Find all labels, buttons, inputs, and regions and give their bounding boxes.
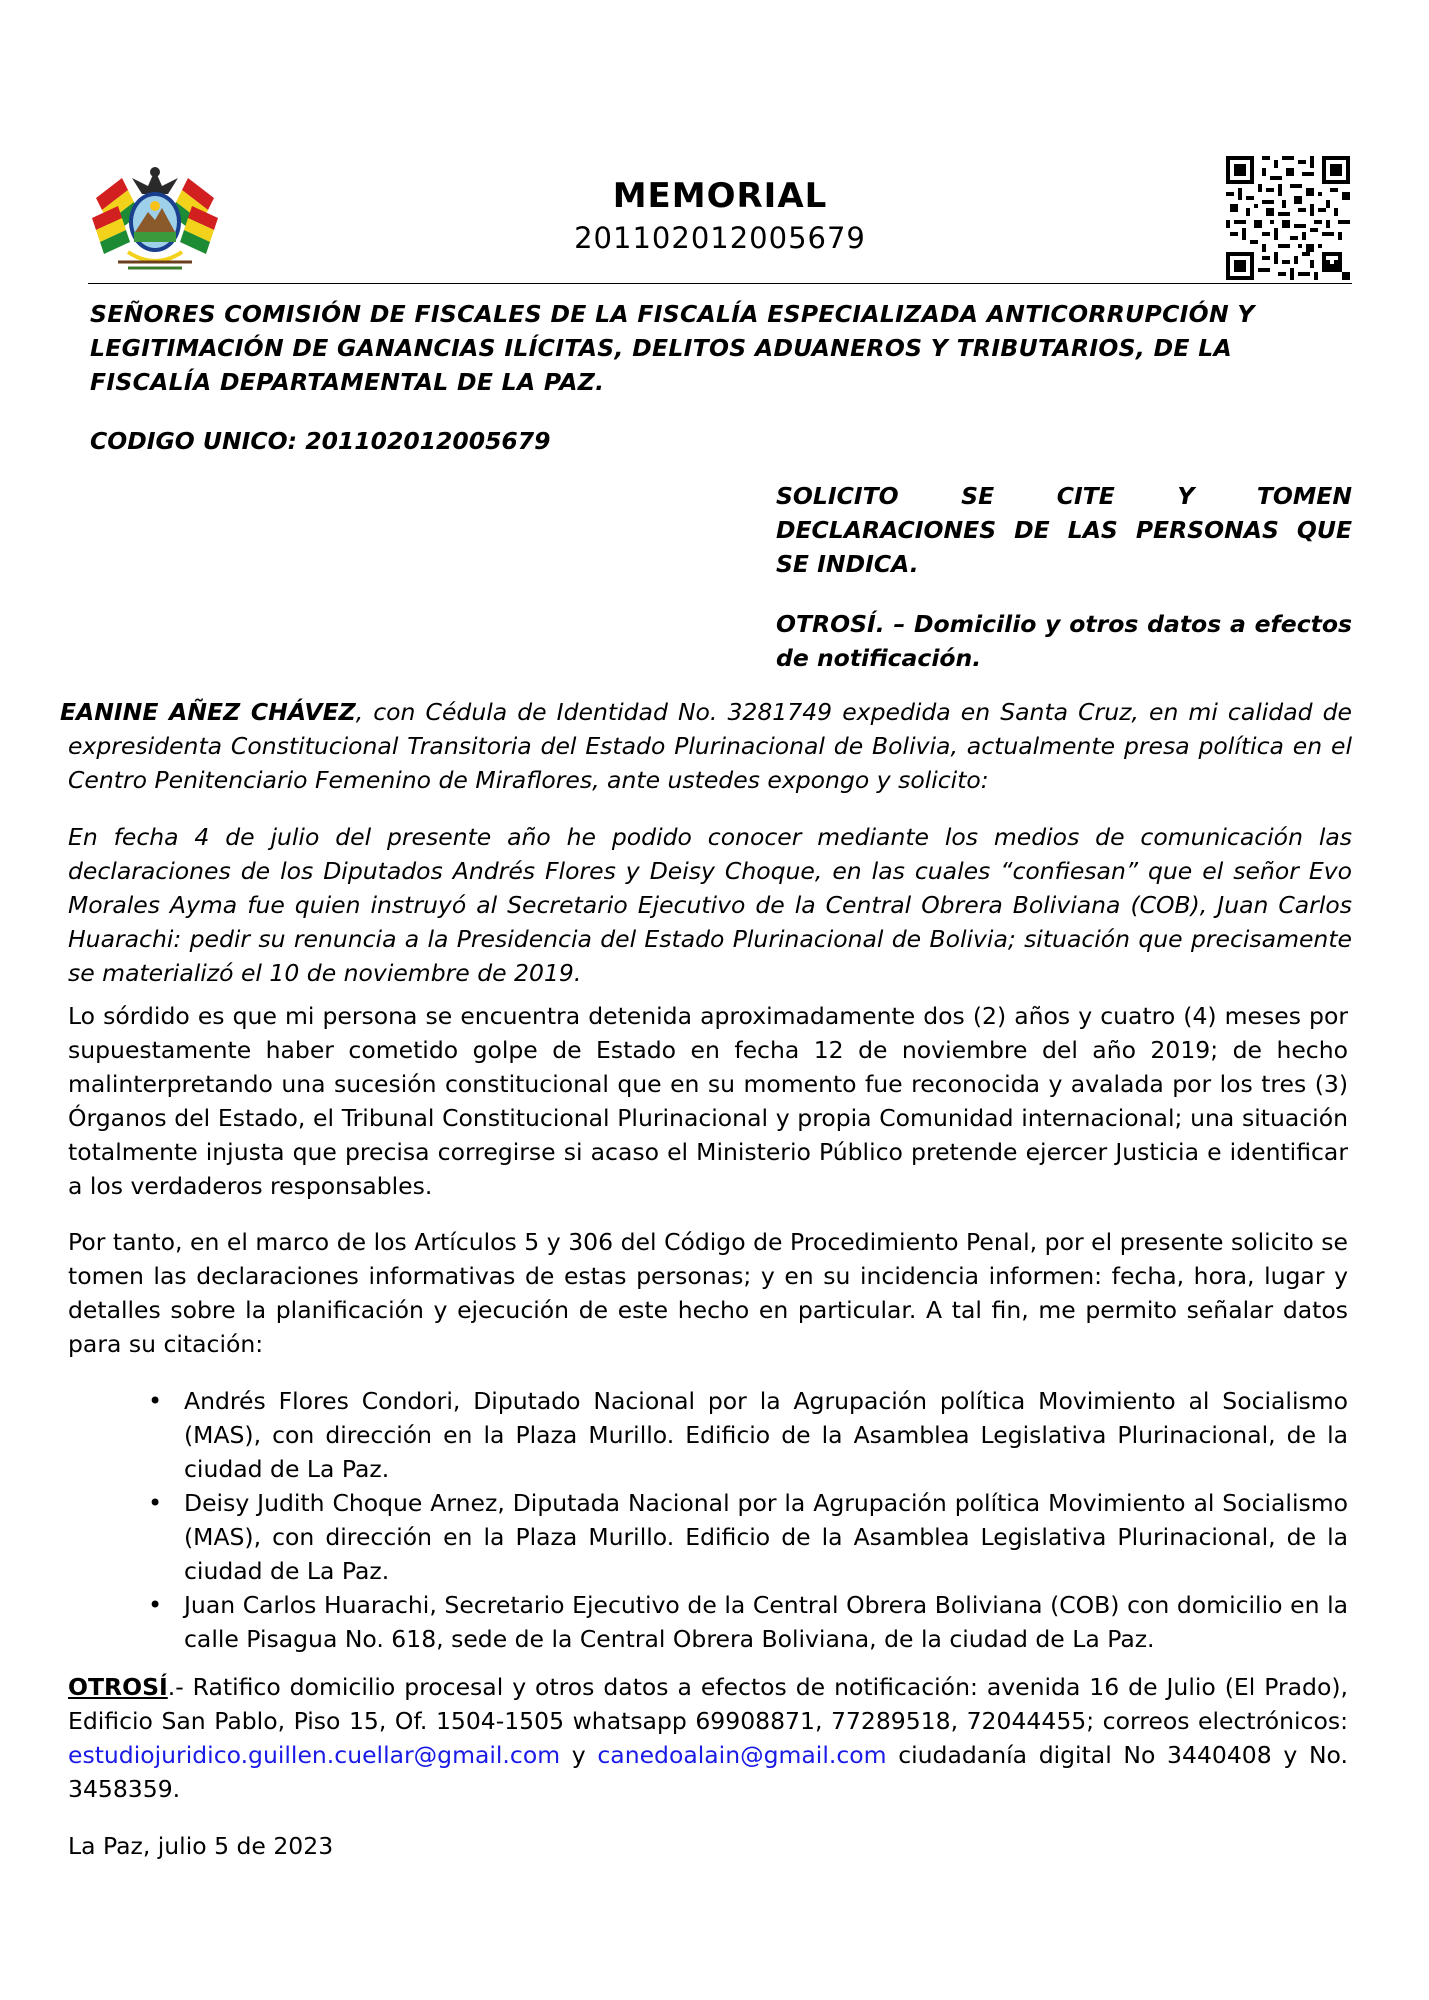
intro-paragraph — [60, 695, 1353, 797]
addressee-block: SEÑORES COMISIÓN DE FISCALES DE LA FISCALÍA ESPECIALIZADA ANTICORRUPCIÓN Y LEGITIMACIÓN DE GANANCIAS ILÍCITAS, DELITOS ADUANEROS Y TRIBUTARIOS, DE LA FISCALÍA DEPARTAMENTAL DE LA PAZ. — [90, 300, 1255, 396]
otrosi-label: OTROSÍ — [68, 1673, 168, 1701]
document-code: 201102012005679 — [574, 221, 866, 255]
paragraph-facts: En fecha 4 de julio del presente año he podido conocer mediante los medios de comunicación las declaraciones de los Diputados Andrés Flores y Deisy Choque, en las cuales “confiesan” que el señor Evo Morales Ayma fue quien instruyó al Secretario Ejecutivo de la Central Obrera Boliviana (COB), Juan Carlos Huarachi: pedir su renuncia a la Presidencia del Estado Plurinacional de Bolivia; situación que precisamente se materializó el 10 de noviembre de 2019. — [68, 823, 1352, 987]
intro-text: , con Cédula de Identidad No. 3281749 expedida en Santa Cruz, en mi calidad de expresidenta Constitucional Transitoria del Estado Plurinacional de Bolivia, actualmente presa política en el Centro Penitenciario Femenino de Miraflores, ante ustedes expongo y solicito: — [68, 698, 1353, 794]
paragraph-detention: Lo sórdido es que mi persona se encuentra detenida aproximadamente dos (2) años y cuatro (4) meses por supuestamente haber cometido golpe de Estado en fecha 12 de noviembre del año 2019; de hecho malinterpretando una sucesión constitucional que en su momento fue reconocida y avalada por los tres (3) Órganos del Estado, el Tribunal Constitucional Plurinacional y propia Comunidad internacional; una situación totalmente injusta que precisa corregirse si acaso el Ministerio Público pretende ejercer Justicia e identificar a los verdaderos responsables. — [68, 1002, 1348, 1200]
witness-list — [140, 1384, 1348, 1656]
sumilla-line2: DECLARACIONES DE LAS PERSONAS QUE SE INDICA. — [776, 516, 1352, 578]
email-link-1[interactable]: estudiojuridico.guillen.cuellar@gmail.com — [68, 1741, 561, 1769]
otrosi-and: y — [560, 1741, 598, 1769]
sumilla-line1: SOLICITO SE CITE Y TOMEN — [776, 482, 1352, 510]
paragraph-request: Por tanto, en el marco de los Artículos 5 y 306 del Código de Procedimiento Penal, por el presente solicito se tomen las declaraciones informativas de estas personas; y en su incidencia informen: fecha, hora, lugar y detalles sobre la planificación y ejecución de este hecho en particular. A tal fin, me permito señalar datos para su citación: — [68, 1228, 1348, 1358]
list-item: • Andrés Flores Condori, Diputado Nacional por la Agrupación política Movimiento al Socialismo (MAS), con dirección en la Plaza Murillo. Edificio de la Asamblea Legislativa Plurinacional, de la ciudad de La Paz. — [140, 1384, 1348, 1486]
list-item: • Deisy Judith Choque Arnez, Diputada Nacional por la Agrupación política Movimiento al Socialismo (MAS), con dirección en la Plaza Murillo. Edificio de la Asamblea Legislativa Plurinacional, de la ciudad de La Paz. — [140, 1486, 1348, 1588]
email-link-2[interactable]: canedoalain@gmail.com — [597, 1741, 887, 1769]
sumilla-otrosi: OTROSÍ. – Domicilio y otros datos a efectos de notificación. — [776, 610, 1352, 672]
bolivia-coat-of-arms-icon — [88, 158, 222, 276]
otrosi-text2: ciudadanía digital No 3440408 y No. 3458359. — [68, 1741, 1348, 1803]
list-item: • Juan Carlos Huarachi, Secretario Ejecutivo de la Central Obrera Boliviana (COB) con domicilio en la calle Pisagua No. 618, sede de la Central Obrera Boliviana, de la ciudad de La Paz. — [140, 1588, 1348, 1656]
closing-date: La Paz, julio 5 de 2023 — [68, 1832, 334, 1860]
otrosi-text1: .- Ratifico domicilio procesal y otros datos a efectos de notificación: avenida 16 de Julio (El Prado), Edificio San Pablo, Piso 15, Of. 1504-1505 whatsapp 69908871, 77289518, 72044455; correos electrónicos: — [68, 1673, 1348, 1735]
codigo-unico: CODIGO UNICO: 201102012005679 — [90, 427, 551, 455]
otrosi-paragraph — [68, 1670, 1348, 1806]
petitioner-name: EANINE AÑEZ CHÁVEZ — [60, 698, 356, 726]
sumilla-block — [776, 479, 1352, 581]
header-divider — [88, 283, 1352, 284]
qr-code-icon — [1226, 156, 1350, 280]
document-title: MEMORIAL — [612, 176, 828, 216]
